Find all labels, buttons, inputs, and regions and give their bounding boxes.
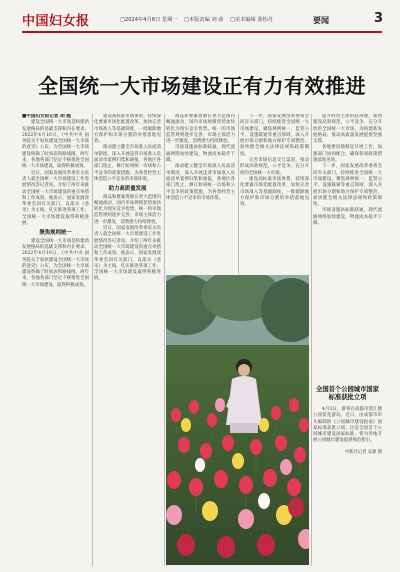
art-editor: □美术编辑 邵怡丹 <box>230 17 273 23</box>
photo-caption-text: 4月3日，游客在成都市望江楼公园赏花游玩。近日，由成都市牵头编制的《公园城市建设指南》国家标准获批立项，这是全国首个公园城市建设国家标准，将为各地开展公园城市建设提供规范指引。 <box>313 407 382 444</box>
section-name: 要闻 <box>313 16 329 25</box>
paragraph: 推动建立健全市场准入负面清单制度，深入开展违背市场准入负面清单案例归集和通报，各地区各部门废止、修订妨碍统一市场和公平竞争的政策措施，为各类经营主体创造公平竞争的市场环境。 <box>94 145 161 182</box>
newspaper-logo: 中国妇女报 <box>22 14 90 29</box>
paragraph: 建设全国统一大市场是构建新发展格局的基础支撑和内在要求。2022年4月10日，《中共中央 国务院关于加快建设全国统一大市场的意见》公布，为全国统一大市场建设明确了时间表和路线图。两年来，各地各部门坚定不移推进全国统一大市场建设，取得积极成效。 <box>22 238 89 288</box>
column-divider <box>311 114 312 566</box>
subheading: 聚焦规则统一 <box>39 230 72 237</box>
paragraph: 下一步，国家发展改革委将会同有关部门，持续推进全国统一大市场建设，聚焦规则统一、监管公平、设施联通等重点领域，深入开展市场分割和地方保护专项整治，加快健全相关法律法规和政策制度。 <box>313 164 382 208</box>
paragraph: 下一步，国家发展改革委将会同有关部门，持续推进全国统一大市场建设，聚焦规则统一、监管公平、设施联通等重点领域，深入开展市场分割和地方保护专项整治，加快健全相关法律法规和政策制度。 <box>240 114 309 157</box>
article-column-1 <box>22 114 89 566</box>
photo-caption-box <box>313 380 382 566</box>
paragraph: 市场设施高标准联通，现代流通网络加快建设，物流成本稳步下降。 <box>313 208 382 227</box>
subheading: 助力高质量发展 <box>108 186 147 193</box>
paragraph: 近日，国家发展改革委有关负责人就全国统一大市场建设工作进展情况答记者问，介绍了两年来推动全国统一大市场建设的重点举措和工作成效。他表示，国家发展改革委会同有关部门，以落实《意见》为主线，扎实推进各项工作，全国统一大市场建设取得积极进展。 <box>94 226 161 282</box>
paragraph: 商品和要素资源在更大范围内畅通流动，国内市场规模优势加快转化为现实竞争优势。统一的市场监管规则逐步完善，市场主体活力进一步激发，消费潜力持续释放。 <box>166 114 235 145</box>
tulip-garden-photo <box>166 275 309 565</box>
paragraph: 商品和要素资源在更大范围内畅通流动，国内市场规模优势加快转化为现实竞争优势。统一的市场监管规则逐步完善，市场主体活力进一步激发，消费潜力持续释放。 <box>94 194 161 225</box>
paragraph: 完善市场信息交互渠道，推动形成高效规范、公平竞争、充分开放的全国统一大市场。 <box>240 158 309 176</box>
article-byline: ■中国妇女报记者 胡 越 <box>22 114 71 119</box>
masthead-rule <box>22 31 382 33</box>
photo-credit: 中新社记者 安源 摄 <box>344 449 382 455</box>
article-column-3 <box>166 114 235 274</box>
paragraph: 提升经营主体的获得感，加快建设高效规范、公平竞争、充分开放的全国统一大市场，为构建新发展格局、推动高质量发展提供坚强支撑。 <box>313 114 382 145</box>
issue-date: □2024年4月8日 星期一 <box>120 17 178 23</box>
paragraph: 市场设施高标准联通，现代流通网络加快建设，物流成本稳步下降。 <box>166 145 235 164</box>
article-column-2 <box>94 114 161 566</box>
column-divider <box>164 114 165 566</box>
photo-caption-title: 全国首个公园城市国家标准获批立项 <box>316 386 379 401</box>
column-divider <box>92 114 93 566</box>
article-headline: 全国统一大市场建设正有力有效推进 <box>38 74 366 98</box>
article-column-5 <box>313 114 382 374</box>
paragraph: 推动建立健全市场准入负面清单制度，深入开展违背市场准入负面清单案例归集和通报，各地区各部门废止、修订妨碍统一市场和公平竞争的政策措施，为各类经营主体创造公平竞争的市场环境。 <box>166 164 235 201</box>
paragraph: 建设高标准市场体系，持续深化要素市场化配置改革，加快完善市场准入等基础制度，一批破除地方保护和市场分割的举措落地见效。 <box>94 114 161 145</box>
issue-meta <box>120 16 278 23</box>
article-column-4 <box>240 114 309 274</box>
news-photo <box>166 275 309 565</box>
page-number: 3 <box>374 11 384 26</box>
paragraph: 近日，国家发展改革委有关负责人就全国统一大市场建设工作进展情况答记者问，介绍了两年来推动全国统一大市场建设的重点举措和工作成效。他表示，国家发展改革委会同有关部门，以落实《意见》为主线，扎实推进各项工作，全国统一大市场建设取得积极进展。 <box>22 170 89 227</box>
paragraph: 各地要因地制宜开展工作，加强部门协同配合，确保各项政策措施落地见效。 <box>313 145 382 164</box>
masthead <box>22 8 382 30</box>
paragraph: 建设高标准市场体系，持续深化要素市场化配置改革，加快完善市场准入等基础制度，一批破除地方保护和市场分割的举措落地见效。 <box>240 176 309 208</box>
paragraph: 建设全国统一大市场是构建新发展格局的基础支撑和内在要求。2022年4月10日，《中共中央 国务院关于加快建设全国统一大市场的意见》公布，为全国统一大市场建设明确了时间表和路线图。两年来，各地各部门坚定不移推进全国统一大市场建设，取得积极成效。 <box>22 120 89 170</box>
page-editor: □本版责编 刘 茵 <box>184 17 224 23</box>
column-divider <box>238 114 239 274</box>
